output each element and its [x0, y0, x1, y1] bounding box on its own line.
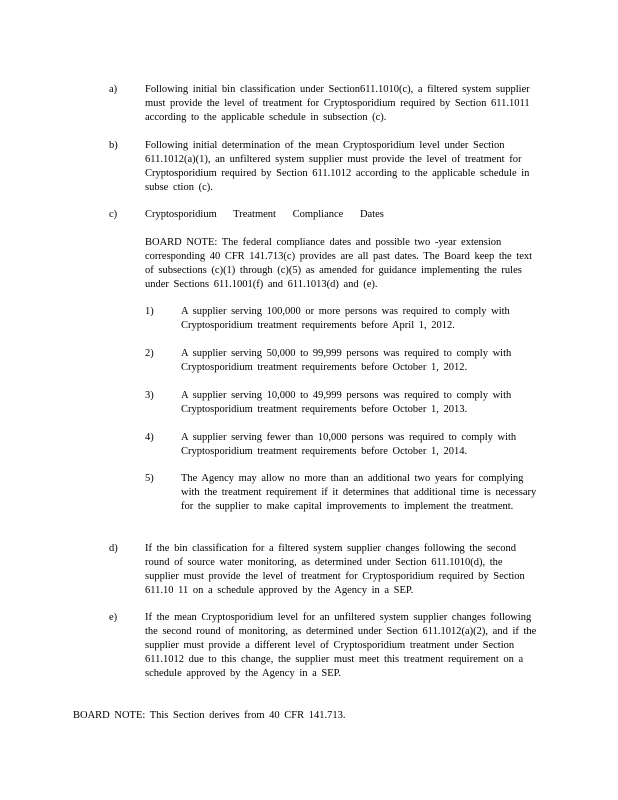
subitem-2-text: A supplier serving 50,000 to 99,999 persons was required to comply with Cryptosporidium treatment requirements before October 1, 2012.	[181, 348, 512, 373]
subitem-5-text: The Agency may allow no more than an additional two years for complying with the treatment requirement if it determines that additional time is necessary for the supplier to make capital improvements to implement the treatment.	[181, 473, 537, 512]
item-e-label: e)	[109, 612, 118, 623]
subitem-1-label: 1)	[145, 306, 154, 317]
item-a-label: a)	[109, 84, 118, 95]
section-board-note: BOARD NOTE: This Section derives from 40 CFR 141.713.	[73, 710, 346, 721]
item-d-text: If the bin classification for a filtered system supplier changes following the second round of source water monitoring, as determined under Section 611.1010(d), the supplier must provide the level of treatment for Cryptosporidium required by Section 611.10 11 on a schedule approved by the Agency in a SEP.	[145, 543, 525, 596]
item-d-label: d)	[109, 543, 118, 554]
subitem-4-text: A supplier serving fewer than 10,000 persons was required to comply with Cryptosporidium treatment requirements before October 1, 2014.	[181, 432, 517, 457]
item-a-text: Following initial bin classification under Section611.1010(c), a filtered system supplier must provide the level of treatment for Cryptosporidium required by Section 611.1011 according to the applicable schedule in subsection (c).	[145, 84, 530, 123]
subitem-1-text: A supplier serving 100,000 or more persons was required to comply with Cryptosporidium treatment requirements before April 1, 2012.	[181, 306, 510, 331]
subitem-5-label: 5)	[145, 473, 154, 484]
item-b-text: Following initial determination of the mean Cryptosporidium level under Section 611.1012(a)(1), an unfiltered system supplier must provide the level of treatment for Cryptosporidium required by Section 611.1012 according to the applicable schedule in subse ction (c).	[145, 140, 530, 193]
subitem-4-label: 4)	[145, 432, 154, 443]
item-c-heading: Cryptosporidium Treatment Compliance Dates	[145, 209, 384, 220]
subitem-2-label: 2)	[145, 348, 154, 359]
item-e-text: If the mean Cryptosporidium level for an unfiltered system supplier changes following the second round of monitoring, as determined under Section 611.1012(a)(2), and if the supplier must provide a different level of Cryptosporidium treatment under Section 611.1012 due to this change, the supplier must meet this treatment requirement on a schedule approved by the Agency in a SEP.	[145, 612, 537, 679]
subitem-3-text: A supplier serving 10,000 to 49,999 persons was required to comply with Cryptosporidium treatment requirements before October 1, 2013.	[181, 390, 512, 415]
item-c-board-note: BOARD NOTE: The federal compliance dates and possible two -year extension corresponding 40 CFR 141.713(c) provides are all past dates. The Board keep the text of subsections (c)(1) through (c)(5) as amended for guidance implementing the rules under Sections 611.1001(f) and 611.1013(d) and (e).	[145, 237, 533, 290]
subitem-3-label: 3)	[145, 390, 154, 401]
item-c-label: c)	[109, 209, 118, 220]
item-b-label: b)	[109, 140, 118, 151]
